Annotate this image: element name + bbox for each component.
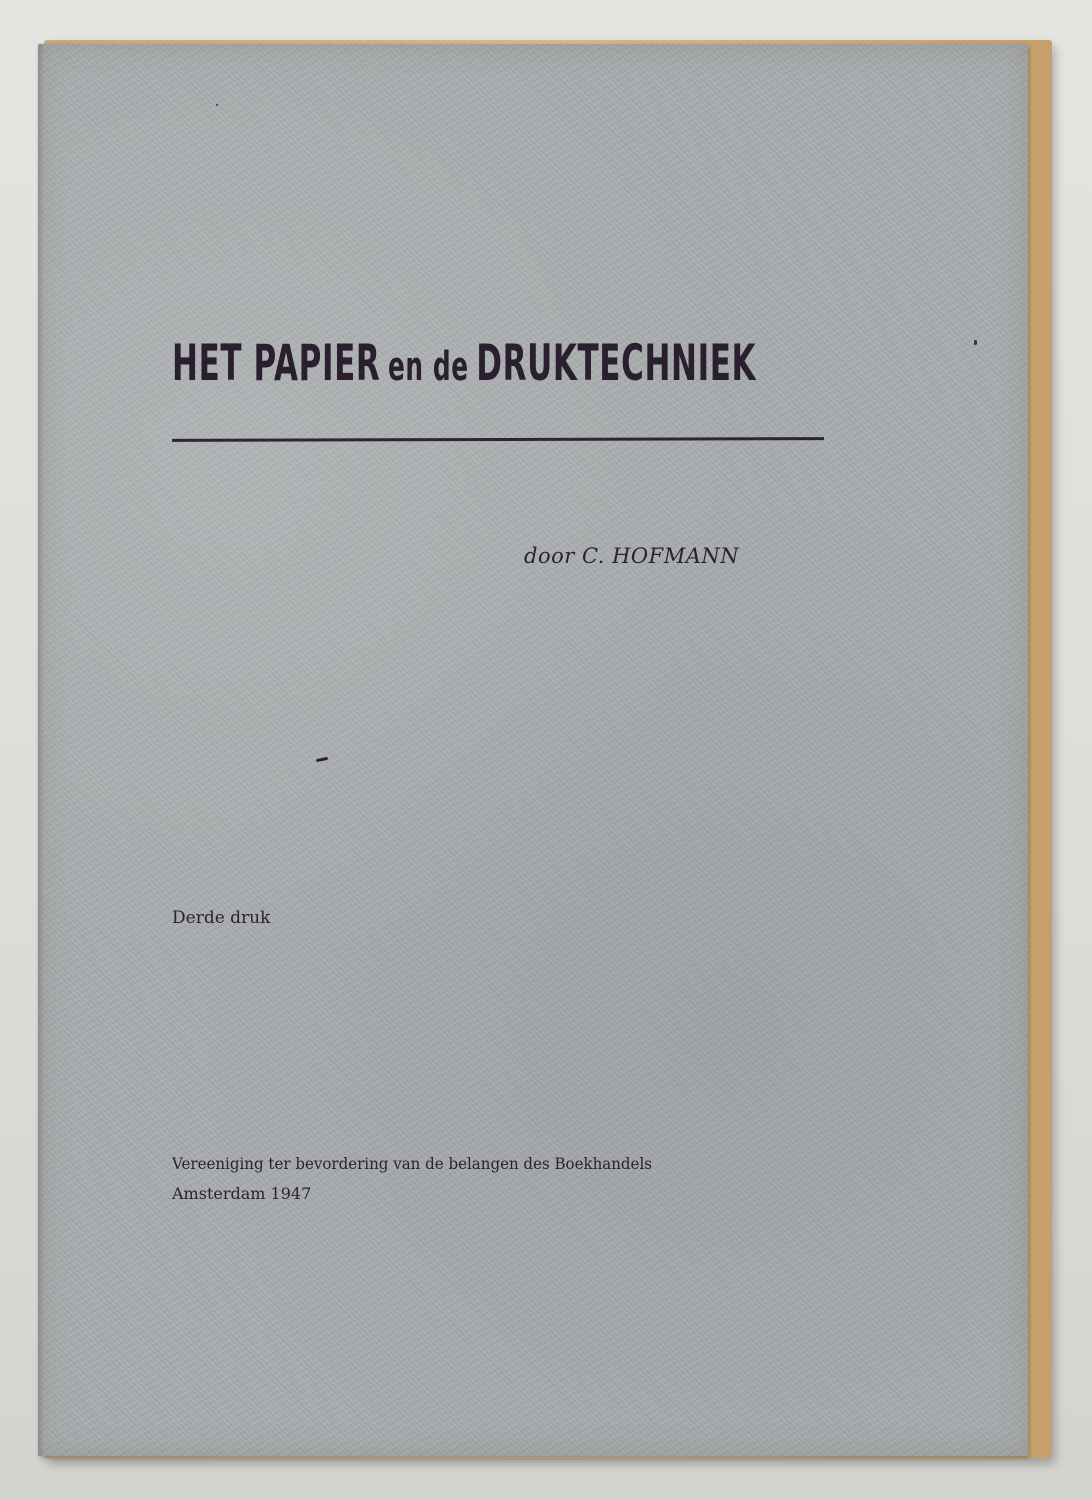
cover-spine-shadow xyxy=(38,44,44,1456)
author-line: door C. HOFMANN xyxy=(524,544,740,568)
publication-place-year: Amsterdam 1947 xyxy=(172,1184,312,1203)
title-part-het-papier: HET PAPIER xyxy=(172,334,381,392)
title-part-druktechniek: DRUKTECHNIEK xyxy=(476,334,757,392)
ink-speck xyxy=(216,104,218,106)
publisher-name: Vereeniging ter bevordering van de belangen des Boekhandels xyxy=(172,1154,652,1173)
book-title xyxy=(172,334,757,414)
book-cover xyxy=(38,44,1028,1456)
edition-label: Derde druk xyxy=(172,908,271,928)
ink-smudge xyxy=(316,757,328,762)
title-part-en-de: en de xyxy=(387,344,469,390)
title-underline-rule xyxy=(172,437,824,442)
ink-speck xyxy=(974,340,977,345)
